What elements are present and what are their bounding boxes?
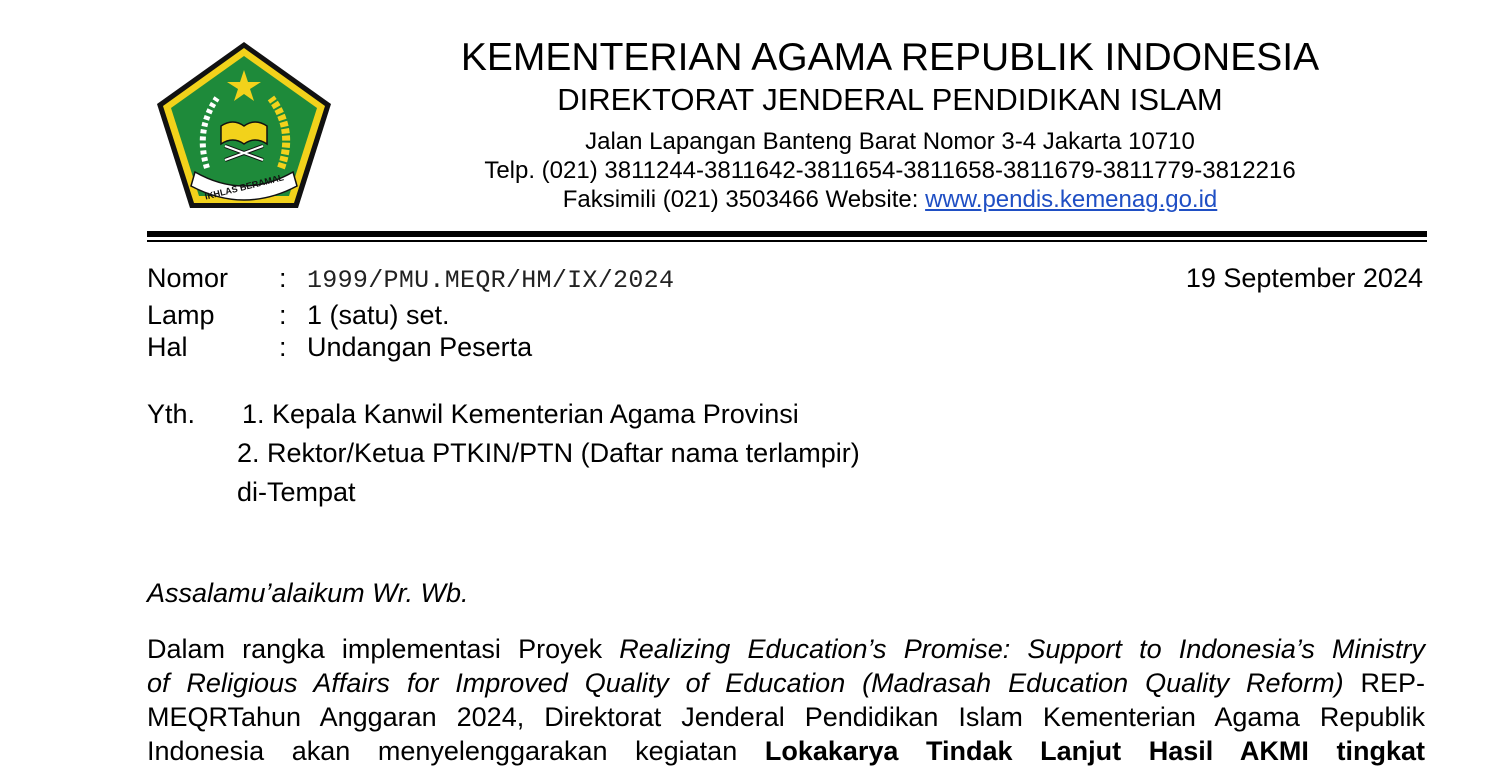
project-title: Realizing Education’s Promise: Support to Indonesia’s Ministry <box>619 634 1425 664</box>
logo-motto: IKHLAS BERAMAL <box>203 172 285 202</box>
letterhead-rule-thin <box>147 240 1427 242</box>
hal-colon: : <box>279 332 287 362</box>
body-line <box>147 734 1425 768</box>
ministry-name: KEMENTERIAN AGAMA REPUBLIK INDONESIA <box>460 36 1320 79</box>
body-line: MEQRTahun Anggaran 2024, Direktorat Jenderal Pendidikan Islam Kementerian Agama Republik <box>147 702 1425 732</box>
fax-text: Faksimili (021) 3503466 Website: <box>562 186 926 213</box>
website-link[interactable]: www.pendis.kemenag.go.id <box>925 186 1218 213</box>
recipient-location: di-Tempat <box>237 477 356 507</box>
nomor-row <box>147 262 674 297</box>
kemenag-logo <box>155 40 333 210</box>
body-text: Dalam rangka implementasi Proyek <box>147 634 620 664</box>
address-line: Jalan Lapangan Banteng Barat Nomor 3-4 Jakarta 10710 <box>585 128 1195 155</box>
body-paragraph <box>147 632 1425 768</box>
recipients-label: Yth. <box>147 399 196 429</box>
nomor-value: 1999/PMU.MEQR/HM/IX/2024 <box>307 266 675 295</box>
lamp-colon: : <box>279 300 287 330</box>
recipient-item: 1. Kepala Kanwil Kementerian Agama Provinsi <box>242 399 799 429</box>
hal-row <box>147 331 532 363</box>
body-text: Indonesia akan menyelenggarakan kegiatan <box>147 736 765 766</box>
letterhead-rule-thick <box>147 231 1427 237</box>
activity-title: Lokakarya Tindak Lanjut Hasil AKMI tingkat <box>764 736 1425 766</box>
nomor-colon: : <box>279 263 287 293</box>
letter-date: 19 September 2024 <box>1185 263 1423 293</box>
lamp-row <box>147 299 450 331</box>
fax-website-line <box>455 186 1325 214</box>
body-line <box>147 632 1425 666</box>
recipient-item: 2. Rektor/Ketua PTKIN/PTN (Daftar nama terlampir) <box>237 438 860 468</box>
greeting: Assalamu’alaikum Wr. Wb. <box>147 578 469 608</box>
directorate-name: DIREKTORAT JENDERAL PENDIDIKAN ISLAM <box>557 82 1223 117</box>
hal-value: Undangan Peserta <box>307 332 533 362</box>
body-text: REP- <box>1343 668 1425 698</box>
hal-label: Hal <box>147 332 188 362</box>
nomor-label: Nomor <box>147 263 229 293</box>
project-title-cont: of Religious Affairs for Improved Quality of Education (Madrasah Education Quality Reform) <box>147 668 1344 698</box>
lamp-value: 1 (satu) set. <box>307 300 450 330</box>
body-line <box>147 666 1425 700</box>
lamp-label: Lamp <box>147 300 215 330</box>
phone-line: Telp. (021) 3811244-3811642-3811654-3811658-3811679-3811779-3812216 <box>484 157 1296 184</box>
